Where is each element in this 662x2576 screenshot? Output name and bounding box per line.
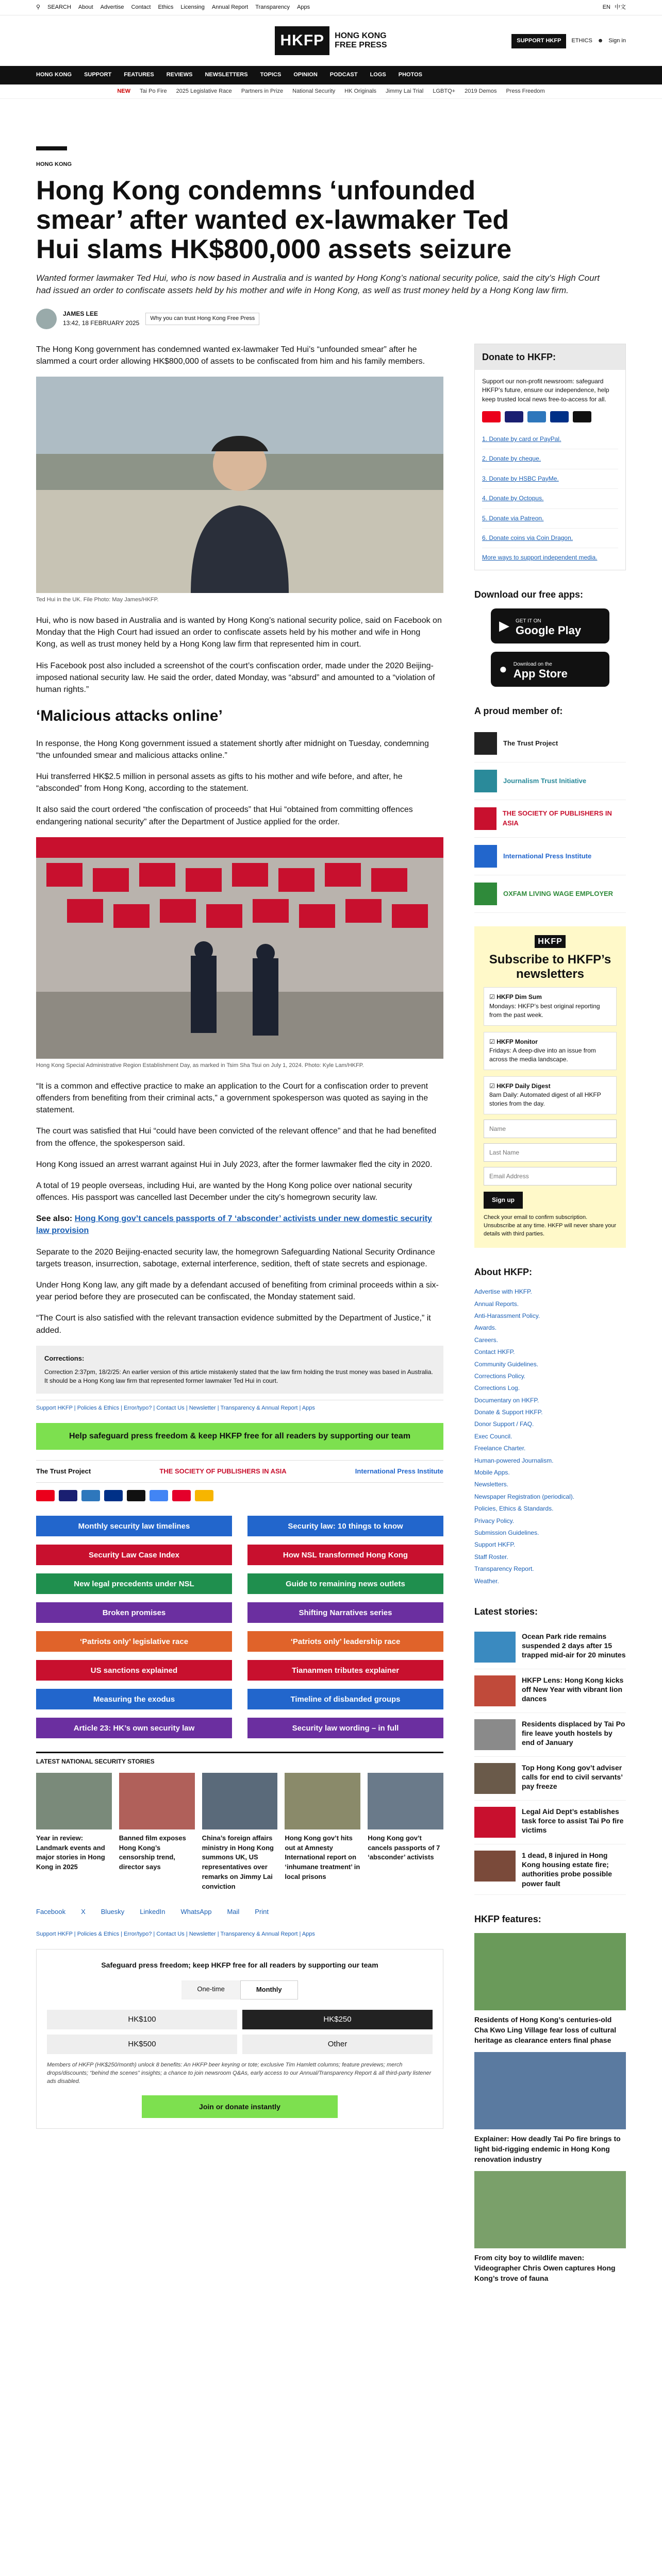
- about-link[interactable]: Contact HKFP.: [474, 1348, 515, 1356]
- member-logo-icon: [474, 807, 496, 830]
- donate-option[interactable]: 2. Donate by cheque.: [482, 449, 618, 469]
- donate-option[interactable]: 4. Donate by Octopus.: [482, 489, 618, 509]
- payme-icon: [172, 1490, 191, 1501]
- topbar-link-annual-report[interactable]: Annual Report: [211, 4, 249, 10]
- gp-big: Google Play: [516, 624, 582, 637]
- subnav-item[interactable]: 2019 Demos: [465, 88, 497, 94]
- topic-button[interactable]: Measuring the exodus: [36, 1689, 232, 1709]
- member-list: [474, 725, 626, 913]
- share-mail[interactable]: Mail: [227, 1907, 240, 1916]
- story-thumbnail: [474, 1851, 516, 1882]
- author-name[interactable]: JAMES LEE: [63, 310, 98, 318]
- newsletter-title: Subscribe to HKFP’s newsletters: [489, 953, 611, 981]
- topic-button[interactable]: Tiananmen tributes explainer: [247, 1660, 443, 1681]
- about-heading: About HKFP:: [474, 1267, 532, 1278]
- visa-icon: [59, 1490, 77, 1501]
- paragraph: The Hong Kong government has condemned wanted ex-lawmaker Ted Hui’s “unfounded smear” after he slammed a court order allowing HK$800,000 of assets to be confiscated from him and his family members.: [36, 345, 425, 366]
- topbar-link-about[interactable]: About: [78, 4, 93, 10]
- logo-mark: HKFP: [275, 26, 329, 55]
- donate-option[interactable]: 3. Donate by HSBC PayMe.: [482, 469, 618, 489]
- about-link[interactable]: Freelance Charter.: [474, 1445, 526, 1452]
- google-pay-icon: [150, 1490, 168, 1501]
- newsletter-logo: HKFP: [535, 935, 566, 948]
- nav-support[interactable]: SUPPORT: [84, 72, 112, 78]
- latest-story-card[interactable]: [119, 1773, 195, 1892]
- see-also-label: See also:: [36, 1214, 73, 1224]
- search-icon[interactable]: ⚲: [36, 4, 41, 10]
- about-link[interactable]: Submission Guidelines.: [474, 1529, 539, 1536]
- paragraph: “It is a common and effective practice to make an application to the Court for a confiscation order to prevent offenders from benefiting from their criminal acts,” a government spokesperson was quoted as saying in the statement.: [36, 1081, 428, 1115]
- topic-button[interactable]: Guide to remaining news outlets: [247, 1573, 443, 1594]
- site-logo[interactable]: [275, 26, 387, 55]
- about-link[interactable]: Newsletters.: [474, 1481, 509, 1488]
- amount-option-other[interactable]: Other: [242, 2035, 433, 2054]
- topic-button[interactable]: Timeline of disbanded groups: [247, 1689, 443, 1709]
- share-print[interactable]: Print: [255, 1907, 269, 1916]
- features-heading: HKFP features:: [474, 1913, 541, 1924]
- app-store-badge[interactable]: [491, 652, 609, 687]
- about-link[interactable]: Careers.: [474, 1336, 499, 1344]
- member-heading: A proud member of:: [474, 705, 563, 716]
- tab-monthly[interactable]: Monthly: [240, 1980, 298, 1999]
- share-linkedin[interactable]: LinkedIn: [140, 1907, 166, 1916]
- nav-opinion[interactable]: OPINION: [293, 72, 318, 78]
- share-facebook[interactable]: Facebook: [36, 1907, 66, 1916]
- subnav-item[interactable]: Jimmy Lai Trial: [386, 88, 424, 94]
- title-rule: [36, 146, 67, 150]
- latest-story[interactable]: [474, 1844, 626, 1895]
- paragraph: Hong Kong issued an arrest warrant against Hui in July 2023, after the former lawmaker fled the city in 2020.: [36, 1160, 433, 1169]
- latest-story[interactable]: [474, 1625, 626, 1669]
- amex-icon: [527, 411, 546, 422]
- sign-up-button[interactable]: Sign up: [484, 1192, 523, 1209]
- topic-button[interactable]: ‘Patriots only’ leadership race: [247, 1631, 443, 1652]
- paypal-icon: [104, 1490, 123, 1501]
- newsletter-name: HKFP Dim Sum: [496, 993, 542, 1001]
- story-title[interactable]: Legal Aid Dept’s establishes task force to assist Tai Po fire victims: [522, 1807, 624, 1835]
- as-small: Download on the: [513, 661, 552, 667]
- feature-image: [474, 2052, 626, 2129]
- play-icon: ▶: [499, 618, 509, 634]
- amount-option[interactable]: HK$500: [47, 2035, 237, 2054]
- nav-features[interactable]: FEATURES: [124, 72, 154, 78]
- photo-caption: Ted Hui in the UK. File Photo: May James/HKFP.: [36, 597, 159, 603]
- latest-ns-heading: LATEST NATIONAL SECURITY STORIES: [36, 1752, 443, 1766]
- story-thumbnail: [474, 1675, 516, 1706]
- story-thumbnail: [474, 1719, 516, 1750]
- share-whatsapp[interactable]: WhatsApp: [180, 1907, 212, 1916]
- corrections-title: Corrections:: [44, 1354, 85, 1362]
- topic-button[interactable]: US sanctions explained: [36, 1660, 232, 1681]
- share-links: [36, 1907, 443, 1917]
- latest-heading: Latest stories:: [474, 1606, 538, 1617]
- mastercard-icon: [36, 1490, 55, 1501]
- latest-story-card[interactable]: [202, 1773, 278, 1892]
- footer-article-links[interactable]: Support HKFP | Policies & Ethics | Error/typo? | Contact Us | Newsletter | Transparency & Annual Report | Apps: [36, 1930, 315, 1937]
- article-body: [36, 344, 443, 2284]
- about-links: [474, 1286, 626, 1587]
- article-photo-ted-hui: [36, 377, 443, 593]
- story-thumbnail: [285, 1773, 360, 1829]
- nav-photos[interactable]: PHOTOS: [398, 72, 423, 78]
- share-x[interactable]: X: [81, 1907, 86, 1916]
- topic-button[interactable]: New legal precedents under NSL: [36, 1573, 232, 1594]
- about-link[interactable]: Documentary on HKFP.: [474, 1396, 539, 1404]
- subnav-item[interactable]: National Security: [292, 88, 336, 94]
- apple-pay-icon: [573, 411, 591, 422]
- feature-card[interactable]: [474, 1933, 626, 2046]
- feature-image: [474, 1933, 626, 2010]
- latest-story[interactable]: [474, 1713, 626, 1757]
- topic-button[interactable]: Shifting Narratives series: [247, 1602, 443, 1623]
- donate-widget-title: Safeguard press freedom; keep HKFP free for all readers by supporting our team: [101, 1960, 378, 1969]
- subnav-item[interactable]: 2025 Legislative Race: [176, 88, 232, 94]
- lang-zh[interactable]: 中文: [615, 4, 626, 10]
- newsletter-name: HKFP Daily Digest: [496, 1082, 551, 1090]
- about-link[interactable]: Policies, Ethics & Standards.: [474, 1505, 554, 1513]
- member-logo-icon: [474, 845, 497, 868]
- nav-reviews[interactable]: REVIEWS: [166, 72, 193, 78]
- paragraph: Hui transferred HK$2.5 million in personal assets as gifts to his mother and wife before, and after, he “absconded” from Hong Kong, according to the statement.: [36, 772, 403, 793]
- corrections-text: Correction 2:37pm, 18/2/25: An earlier version of this article mistakenly stated that the law firm holding the trust money was based in Australia. It should be a Hong Kong law firm that represented former lawmaker Ted Hui in court.: [44, 1368, 433, 1385]
- about-link[interactable]: Donor Support / FAQ.: [474, 1420, 534, 1428]
- paragraph: Hui, who is now based in Australia and is wanted by Hong Kong’s national security police, said on Facebook on Monday that the High Court had issued an order to confiscate assets held by his mother and wife in Hong Kong, as well as trust money held by a Hong Kong law firm that represented him in court.: [36, 616, 442, 649]
- amount-option-selected[interactable]: HK$250: [242, 2010, 433, 2029]
- member-name: The Trust Project: [503, 739, 558, 747]
- feature-image: [474, 2171, 626, 2248]
- about-link[interactable]: Transparency Report.: [474, 1565, 534, 1573]
- photo-illustration: [36, 837, 443, 1059]
- trust-link[interactable]: Why you can trust Hong Kong Free Press: [145, 313, 259, 325]
- last-name-input[interactable]: [484, 1143, 617, 1162]
- story-thumbnail: [474, 1632, 516, 1663]
- paragraph: The court was satisfied that Hui “could have been convicted of the relevant offence” and that he had benefited from the offence, the spokesperson said.: [36, 1127, 437, 1148]
- author-avatar: [36, 309, 57, 329]
- more-ways-link[interactable]: More ways to support independent media.: [482, 554, 598, 562]
- subnav-item[interactable]: Tai Po Fire: [139, 88, 167, 94]
- trust-logos: [36, 1460, 443, 1483]
- photo-illustration: [36, 377, 443, 593]
- sidebar: [474, 344, 626, 2284]
- byline: [36, 309, 626, 329]
- nav-topics[interactable]: TOPICS: [260, 72, 282, 78]
- topic-button[interactable]: Monthly security law timelines: [36, 1516, 232, 1536]
- apple-pay-icon: [127, 1490, 145, 1501]
- paragraph: His Facebook post also included a screenshot of the court’s confiscation order, made under the 2020 Beijing-imposed national security law. He said the order, dated Monday, was “absurd” and amounted to a “violation of human rights.”: [36, 661, 435, 694]
- article-links[interactable]: Support HKFP | Policies & Ethics | Error/typo? | Contact Us | Newsletter | Transparency & Annual Report | Apps: [36, 1400, 443, 1413]
- donate-intro: Support our non-profit newsroom: safeguard HKFP’s future, ensure our independence, help keep trusted local news free-to-access for all.: [482, 377, 609, 403]
- support-banner[interactable]: Help safeguard press freedom & keep HKFP free for all readers by supporting our team: [36, 1423, 443, 1449]
- about-link[interactable]: Privacy Policy.: [474, 1517, 515, 1524]
- newsletter-option[interactable]: [484, 1076, 617, 1114]
- story-title[interactable]: Residents displaced by Tai Po fire leave youth hostels by end of January: [522, 1720, 625, 1747]
- spa-logo[interactable]: THE SOCIETY OF PUBLISHERS IN ASIA: [159, 1467, 287, 1475]
- features-list: [474, 1933, 626, 2284]
- apps-heading: Download our free apps:: [474, 589, 584, 600]
- about-link[interactable]: Corrections Log.: [474, 1384, 520, 1392]
- topic-buttons: [36, 1516, 443, 1738]
- member-logo-row[interactable]: [474, 838, 626, 875]
- story-thumbnail: [119, 1773, 195, 1829]
- nav-hong-kong[interactable]: HONG KONG: [36, 72, 72, 78]
- about-link[interactable]: Anti-Harassment Policy.: [474, 1312, 540, 1319]
- donate-widget: [36, 1949, 443, 2129]
- story-thumbnail: [368, 1773, 443, 1829]
- google-play-badge[interactable]: [491, 608, 609, 643]
- about-link[interactable]: Community Guidelines.: [474, 1360, 539, 1368]
- donate-option[interactable]: 5. Donate via Patreon.: [482, 509, 618, 529]
- feature-title[interactable]: Explainer: How deadly Tai Po fire brings to light bid-rigging endemic in Hong Kong renovation industry: [474, 2134, 621, 2164]
- member-logo-row[interactable]: [474, 725, 626, 762]
- octopus-icon: [195, 1490, 213, 1501]
- topic-button[interactable]: Broken promises: [36, 1602, 232, 1623]
- topic-button[interactable]: Article 23: HK’s own security law: [36, 1718, 232, 1738]
- latest-story[interactable]: [474, 1669, 626, 1713]
- topic-button[interactable]: Security law wording – in full: [247, 1718, 443, 1738]
- as-big: App Store: [513, 667, 568, 681]
- story-thumbnail: [474, 1763, 516, 1794]
- amex-icon: [81, 1490, 100, 1501]
- story-title[interactable]: Ocean Park ride remains suspended 2 days after 15 trapped mid-air for 20 minutes: [522, 1632, 626, 1659]
- story-thumbnail: [36, 1773, 112, 1829]
- first-name-input[interactable]: [484, 1120, 617, 1138]
- member-name: International Press Institute: [503, 852, 592, 860]
- about-link[interactable]: Human-powered Journalism.: [474, 1456, 554, 1464]
- member-logo-icon: [474, 770, 497, 792]
- amount-option[interactable]: HK$100: [47, 2010, 237, 2029]
- main-content: [36, 118, 626, 2284]
- corrections-box: [36, 1346, 443, 1394]
- see-also: [36, 1213, 443, 1236]
- story-thumbnail: [474, 1807, 516, 1838]
- checkbox-icon[interactable]: ☑: [489, 1082, 497, 1090]
- membership-note: Members of HKFP (HK$250/month) unlock 8 benefits: An HKFP beer keyring or tote; exclusive Tim Hamlett columns; feature previews; merch drops/discounts; “behind the scenes” insights; a chance to join newsroom Q&As, early access to our Annual/Transparency Report & all third-party listener ads disabled.: [47, 2061, 432, 2084]
- topic-button[interactable]: ‘Patriots only’ legislative race: [36, 1631, 232, 1652]
- see-also-link[interactable]: Hong Kong gov’t cancels passports of 7 ‘absconder’ activists under new domestic security law provision: [36, 1214, 432, 1235]
- newsletter-desc: Fridays: A deep-dive into an issue from across the media landscape.: [489, 1046, 596, 1063]
- latest-story-card[interactable]: [368, 1773, 443, 1892]
- share-bluesky[interactable]: Bluesky: [101, 1907, 125, 1916]
- feature-title[interactable]: Residents of Hong Kong’s centuries-old Cha Kwo Ling Village fear loss of cultural heritage as clearance enters final phase: [474, 2015, 617, 2045]
- about-link[interactable]: Donate & Support HKFP.: [474, 1409, 543, 1416]
- logo-text-line2: FREE PRESS: [335, 41, 387, 49]
- gp-small: GET IT ON: [516, 618, 541, 624]
- donate-box: [474, 344, 626, 570]
- member-logo-row[interactable]: [474, 762, 626, 800]
- member-logo-row[interactable]: [474, 800, 626, 838]
- tab-one-time[interactable]: One-time: [181, 1980, 240, 1999]
- subnav-item[interactable]: LGBTQ+: [433, 88, 456, 94]
- photo-caption: Hong Kong Special Administrative Region Establishment Day, as marked in Tsim Sha Tsui on July 1, 2024. Photo: Kyle Lam/HKFP.: [36, 1062, 364, 1069]
- newsletter-signup: [474, 926, 626, 1248]
- latest-ns-stories: [36, 1773, 443, 1892]
- about-link[interactable]: Weather.: [474, 1577, 499, 1585]
- latest-story[interactable]: [474, 1801, 626, 1844]
- sub-nav: [0, 84, 662, 99]
- ethics-link[interactable]: ETHICS: [571, 38, 592, 44]
- paragraph: Separate to the 2020 Beijing-enacted security law, the homegrown Safeguarding National Security Ordinance targets treason, insurrection, sabotage, external interference, sedition, theft of state secrets and espionage.: [36, 1247, 435, 1268]
- member-name: Journalism Trust Initiative: [503, 776, 587, 785]
- article-title: Hong Kong condemns ‘unfounded smear’ after wanted ex-lawmaker Ted Hui slams HK$800,000 assets seizure: [36, 175, 512, 265]
- story-title[interactable]: Hong Kong gov’t cancels passports of 7 ‘absconder’ activists: [368, 1834, 440, 1861]
- article-photo-flags: [36, 837, 443, 1059]
- topbar-link-licensing[interactable]: Licensing: [180, 4, 205, 10]
- subnav-item[interactable]: Press Freedom: [506, 88, 545, 94]
- member-logo-row[interactable]: [474, 875, 626, 913]
- sign-in-link[interactable]: Sign in: [608, 38, 626, 44]
- story-title[interactable]: China’s foreign affairs ministry in Hong Kong summons UK, US representatives over remarks on Jimmy Lai conviction: [202, 1834, 274, 1890]
- paragraph: A total of 19 people overseas, including Hui, are wanted by the Hong Kong police over national security offences. His passport was cancelled last December under the city’s homegrown security law.: [36, 1181, 412, 1202]
- trust-project-logo[interactable]: The Trust Project: [36, 1467, 91, 1475]
- topbar-link-advertise[interactable]: Advertise: [100, 4, 124, 10]
- story-title[interactable]: Year in review: Landmark events and major stories in Hong Kong in 2025: [36, 1834, 105, 1871]
- main-nav: [0, 66, 662, 84]
- logo-text-line1: HONG KONG: [335, 31, 387, 41]
- about-link[interactable]: Advertise with HKFP.: [474, 1288, 532, 1296]
- join-donate-button[interactable]: Join or donate instantly: [142, 2095, 338, 2118]
- story-title[interactable]: 1 dead, 8 injured in Hong Kong housing estate fire; authorities probe possible power fault: [522, 1851, 613, 1888]
- story-title[interactable]: Hong Kong gov’t hits out at Amnesty International report on ‘inhumane treatment’ in local prisons: [285, 1834, 360, 1881]
- about-link[interactable]: Staff Roster.: [474, 1553, 508, 1561]
- latest-stories: [474, 1625, 626, 1895]
- about-link[interactable]: Support HKFP.: [474, 1541, 516, 1549]
- site-header: [0, 15, 662, 66]
- feature-card[interactable]: [474, 2171, 626, 2284]
- about-link[interactable]: Exec Council.: [474, 1432, 512, 1440]
- email-input[interactable]: [484, 1167, 617, 1185]
- story-title[interactable]: Top Hong Kong gov’t adviser calls for end to civil servants’ pay freeze: [522, 1764, 623, 1791]
- topbar-link-contact[interactable]: Contact: [131, 4, 151, 10]
- about-link[interactable]: Annual Reports.: [474, 1300, 519, 1308]
- sidebar-payment-methods: [482, 404, 618, 430]
- paragraph: “The Court is also satisfied with the relevant transaction evidence submitted by the Department of Justice,” it added.: [36, 1314, 431, 1335]
- lang-en[interactable]: EN: [602, 4, 610, 10]
- article-subtitle: Wanted former lawmaker Ted Hui, who is now based in Australia and is wanted by Hong Kong’s national security police, said the city’s High Court had issued an order to confiscate assets held by his mother and wife in Hong Kong, as well as trust money held by a Hong Kong law firm.: [36, 273, 600, 296]
- ipi-logo[interactable]: International Press Institute: [355, 1467, 443, 1475]
- story-title[interactable]: HKFP Lens: Hong Kong kicks off New Year with vibrant lion dances: [522, 1676, 624, 1703]
- about-link[interactable]: Awards.: [474, 1324, 497, 1332]
- newsletter-desc: Mondays: HKFP’s best original reporting from the past week.: [489, 1002, 600, 1019]
- paypal-icon: [550, 411, 569, 422]
- story-title[interactable]: Banned film exposes Hong Kong’s censorship trend, director says: [119, 1834, 186, 1871]
- newsletter-note: Check your email to confirm subscription. Unsubscribe at any time. HKFP will never share your details with third parties.: [484, 1214, 617, 1238]
- feature-card[interactable]: [474, 2052, 626, 2165]
- support-hkfp-button[interactable]: SUPPORT HKFP: [511, 34, 566, 48]
- about-link[interactable]: Corrections Policy.: [474, 1372, 526, 1380]
- newsletter-desc: 8am Daily: Automated digest of all HKFP stories from the day.: [489, 1091, 601, 1108]
- paragraph: Under Hong Kong law, any gift made by a defendant accused of benefiting from criminal proceeds within a six-year period before they are prosecuted can be confiscated, the Monday statement said.: [36, 1281, 439, 1302]
- latest-story[interactable]: [474, 1757, 626, 1801]
- new-badge: NEW: [117, 88, 130, 94]
- nav-logs[interactable]: LOGS: [370, 72, 386, 78]
- subnav-item[interactable]: HK Originals: [344, 88, 377, 94]
- donate-option[interactable]: 1. Donate by card or PayPal.: [482, 430, 618, 449]
- topic-button[interactable]: Security law: 10 things to know: [247, 1516, 443, 1536]
- apple-icon: ●: [499, 661, 507, 677]
- paragraph: In response, the Hong Kong government issued a statement shortly after midnight on Tuesday, condemning “the unfounded smear and malicious attacks online.”: [36, 739, 429, 760]
- topbar-link-ethics[interactable]: Ethics: [158, 4, 174, 10]
- newsletter-option[interactable]: [484, 987, 617, 1025]
- about-link[interactable]: Mobile Apps.: [474, 1469, 510, 1477]
- subnav-item[interactable]: Partners in Prize: [241, 88, 284, 94]
- paragraph: It also said the court ordered “the confiscation of proceeds” that Hui “obtained from committing offences endangering national security” after the Department of Justice applied for the order.: [36, 805, 413, 826]
- section-heading: ‘Malicious attacks online’: [36, 707, 223, 725]
- member-logo-icon: [474, 732, 497, 755]
- article-date: 13:42, 18 FEBRUARY 2025: [63, 319, 140, 327]
- user-icon[interactable]: ☻: [597, 38, 604, 44]
- topic-button[interactable]: How NSL transformed Hong Kong: [247, 1545, 443, 1565]
- top-bar: [0, 0, 662, 15]
- visa-icon: [505, 411, 523, 422]
- member-name: THE SOCIETY OF PUBLISHERS IN ASIA: [502, 809, 612, 827]
- newsletter-option[interactable]: [484, 1032, 617, 1070]
- checkbox-icon[interactable]: ☑: [489, 1038, 497, 1045]
- nav-podcast[interactable]: PODCAST: [329, 72, 358, 78]
- donate-option[interactable]: 6. Donate coins via Coin Dragon.: [482, 529, 618, 548]
- latest-story-card[interactable]: [285, 1773, 360, 1892]
- member-logo-icon: [474, 883, 497, 905]
- search-link[interactable]: SEARCH: [47, 4, 71, 10]
- donate-title: Donate to HKFP:: [475, 344, 625, 370]
- newsletter-name: HKFP Monitor: [496, 1038, 538, 1045]
- nav-newsletters[interactable]: NEWSLETTERS: [205, 72, 248, 78]
- story-thumbnail: [202, 1773, 278, 1829]
- topic-button[interactable]: Security Law Case Index: [36, 1545, 232, 1565]
- member-name: OXFAM LIVING WAGE EMPLOYER: [503, 889, 614, 897]
- feature-title[interactable]: From city boy to wildlife maven: Videographer Chris Owen captures Hong Kong’s trove of fauna: [474, 2253, 616, 2283]
- checkbox-icon[interactable]: ☑: [489, 993, 497, 1001]
- latest-story-card[interactable]: [36, 1773, 112, 1892]
- payment-methods: [36, 1483, 443, 1509]
- article-category[interactable]: HONG KONG: [36, 161, 72, 167]
- topbar-link-transparency[interactable]: Transparency: [255, 4, 290, 10]
- topbar-link-apps[interactable]: Apps: [297, 4, 310, 10]
- mastercard-icon: [482, 411, 501, 422]
- about-link[interactable]: Newspaper Registration (periodical).: [474, 1493, 575, 1500]
